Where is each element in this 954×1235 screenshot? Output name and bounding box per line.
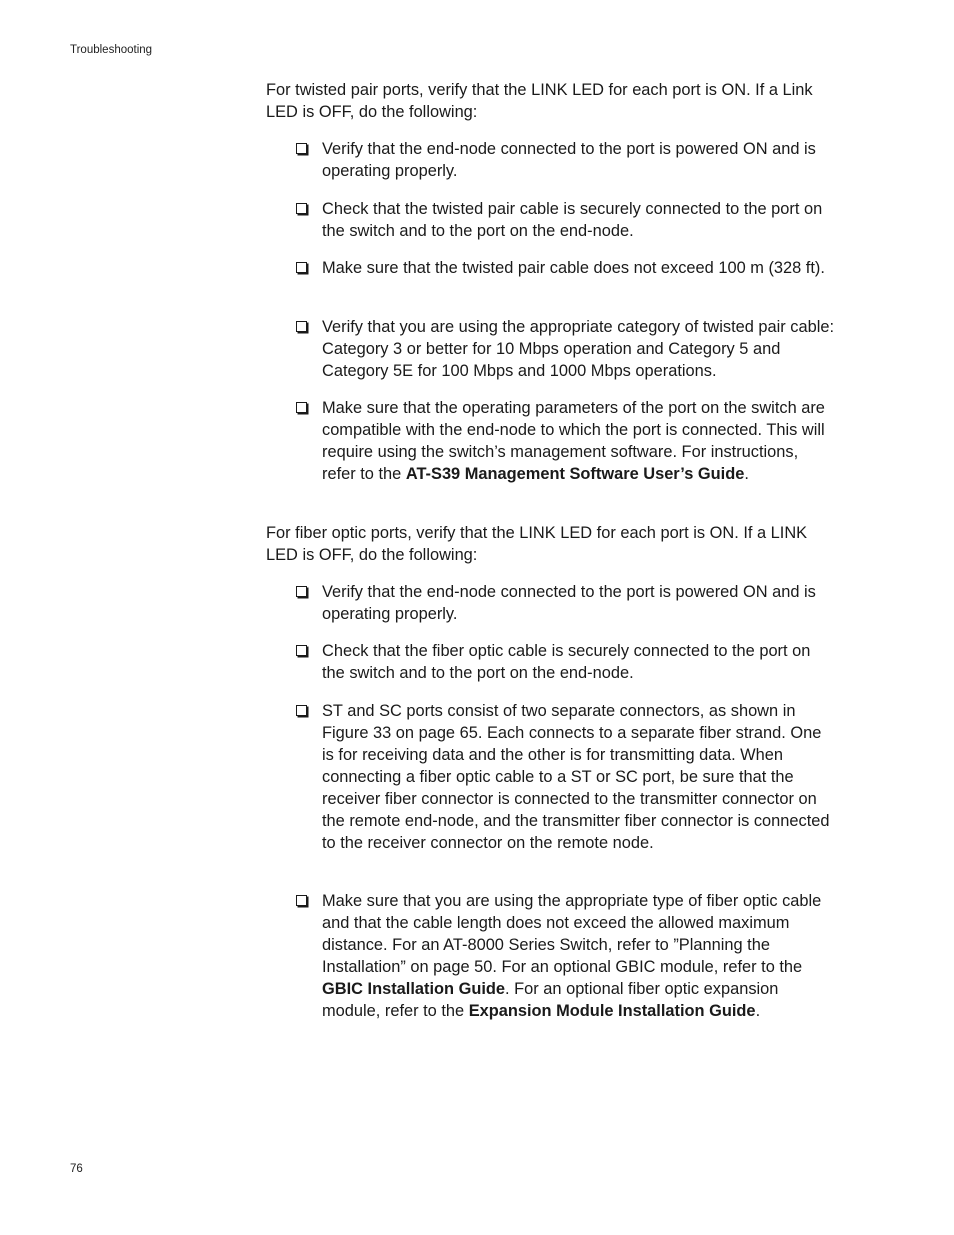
checklist-item xyxy=(296,397,836,485)
running-header: Troubleshooting xyxy=(70,44,153,56)
checkbox-icon xyxy=(296,321,307,332)
checklist-item-text: Make sure that the twisted pair cable does not exceed 100 m (328 ft). xyxy=(322,259,825,277)
twisted-pair-intro: For twisted pair ports, verify that the LINK LED for each port is ON. If a Link LED is OFF, do the following: xyxy=(266,81,813,121)
checklist-item-text: ST and SC ports consist of two separate connectors, as shown in Figure 33 on page 65. Each connects to a separate fiber strand. One is for receiving data and the other is for transmitting data. When connecting a fiber optic cable to a ST or SC port, be sure that the receiver fiber connector is connected to the transmitter connector on the remote end-node, and the transmitter fiber connector is connected to the receiver connector on the remote node. xyxy=(322,702,830,852)
checkbox-icon xyxy=(296,586,307,597)
checklist-item xyxy=(296,581,836,625)
checklist-item xyxy=(296,890,836,1022)
checklist-item xyxy=(296,138,836,182)
item-text-part: Make sure that you are using the appropriate type of fiber optic cable and that the cable length does not exceed the allowed maximum distance. For an AT-8000 Series Switch, refer to ”Planning the Installation” on page 50. For an optional GBIC module, refer to the xyxy=(322,892,822,976)
item-text-part: . xyxy=(744,465,749,483)
checklist-item xyxy=(296,640,836,684)
checkbox-icon xyxy=(296,402,307,413)
guide-title: Expansion Module Installation Guide xyxy=(468,1002,756,1020)
checkbox-icon xyxy=(296,262,307,273)
fiber-optic-intro: For fiber optic ports, verify that the LINK LED for each port is ON. If a LINK LED is OFF, do the following: xyxy=(266,524,808,564)
checklist-item-text: Check that the twisted pair cable is securely connected to the port on the switch and to the port on the end-node. xyxy=(322,200,823,240)
checklist-item-text: Verify that you are using the appropriate category of twisted pair cable: Category 3 or better for 10 Mbps operation and Category 5 and Category 5E for 100 Mbps and 1000 Mbps operations. xyxy=(322,318,835,380)
checklist-item xyxy=(296,257,836,279)
checklist-item xyxy=(296,316,836,382)
guide-title: GBIC Installation Guide xyxy=(322,980,506,998)
checkbox-icon xyxy=(296,143,307,154)
guide-title: AT-S39 Management Software User’s Guide xyxy=(405,465,745,483)
checklist-item-text xyxy=(322,890,836,1022)
item-text-part: . xyxy=(755,1002,761,1020)
checklist-item-text: Verify that the end-node connected to the port is powered ON and is operating properly. xyxy=(322,140,816,180)
item-text-part: . For an optional fiber optic expansion module, refer to the xyxy=(322,980,779,1020)
checkbox-icon xyxy=(296,895,307,906)
checkbox-icon xyxy=(296,203,307,214)
checkbox-icon xyxy=(296,645,307,656)
item-text-part: Make sure that the operating parameters of the port on the switch are compatible with the end-node to which the port is connected. This will require using the switch’s management software. For instructions, refer to the xyxy=(322,399,825,483)
checkbox-icon xyxy=(296,705,307,716)
checklist-item xyxy=(296,700,836,854)
checklist-item-text: Verify that the end-node connected to the port is powered ON and is operating properly. xyxy=(322,583,816,623)
checklist-item-text xyxy=(322,397,836,485)
checklist-item-text: Check that the fiber optic cable is securely connected to the port on the switch and to the port on the end-node. xyxy=(322,642,811,682)
checklist-item xyxy=(296,198,836,242)
page-number: 76 xyxy=(70,1163,83,1175)
